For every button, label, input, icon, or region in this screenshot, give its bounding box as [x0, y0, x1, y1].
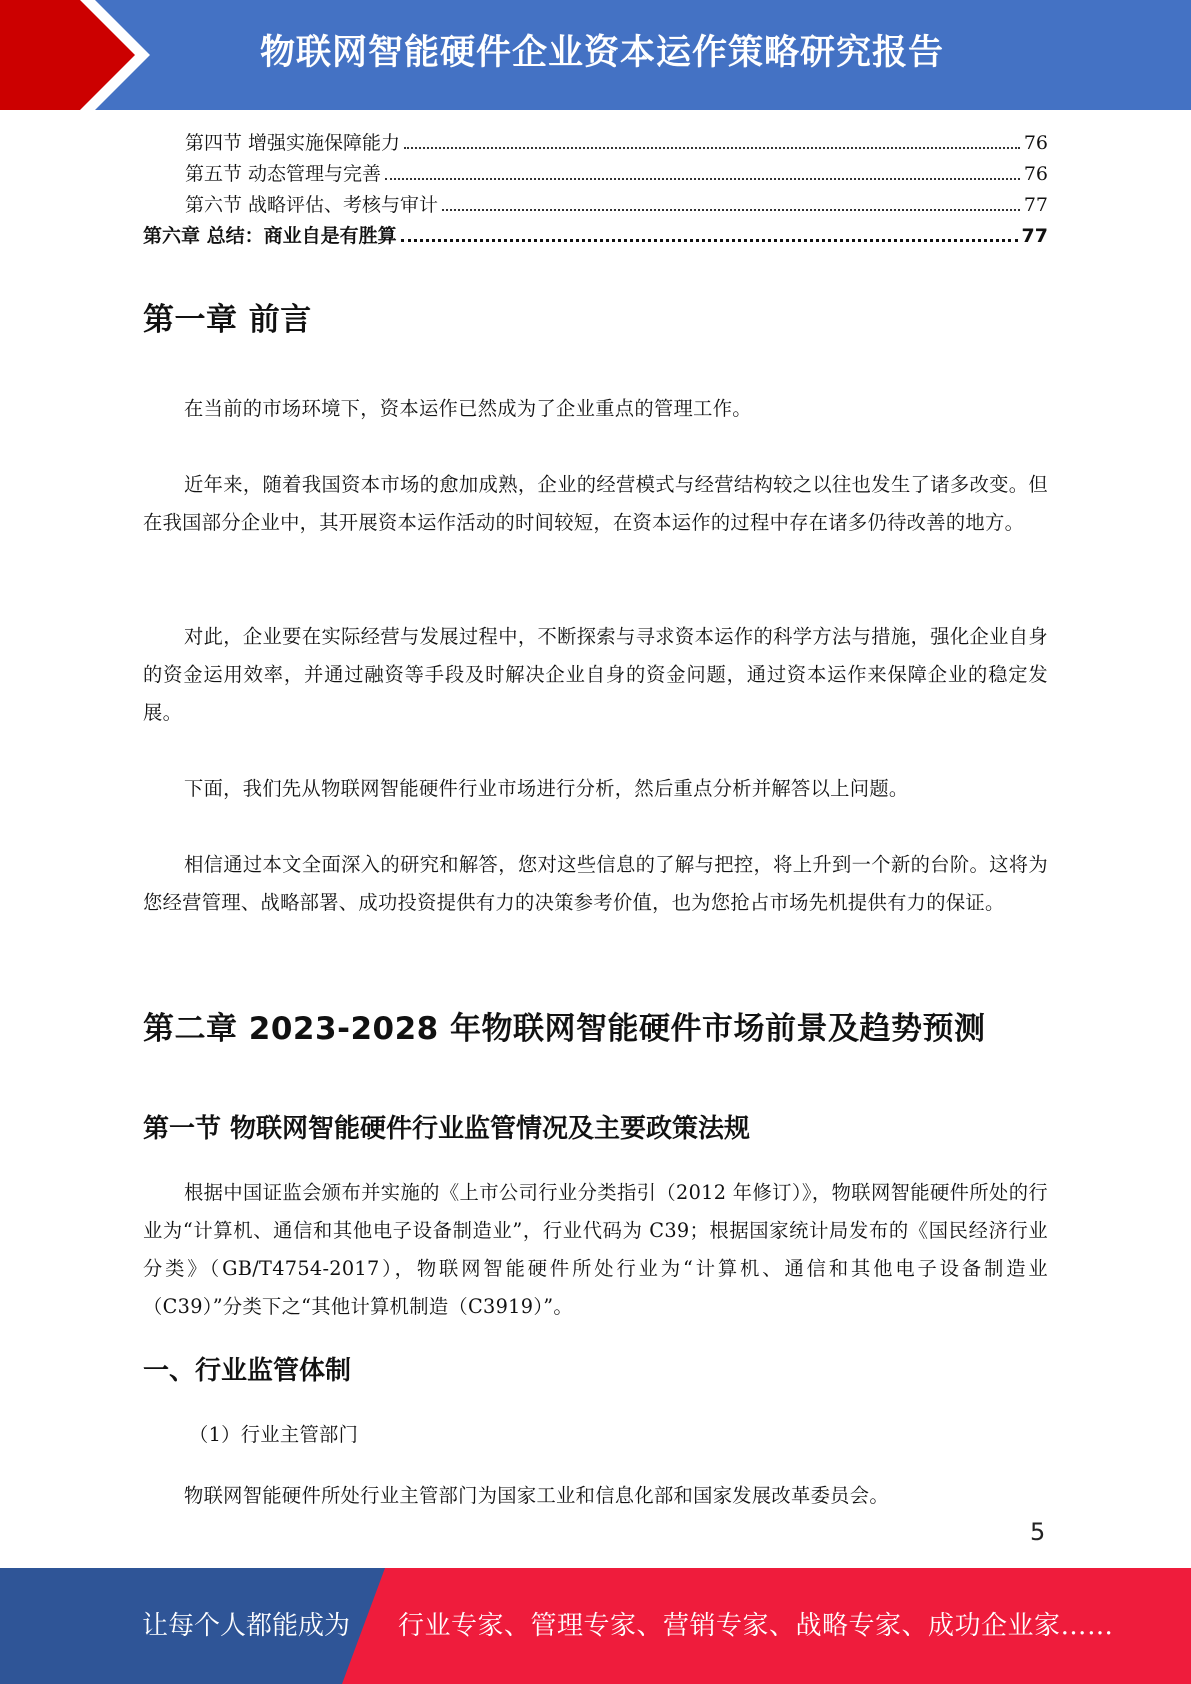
subsection-heading: 一、行业监管体制	[143, 1356, 352, 1386]
section-heading: 第一节 物联网智能硬件行业监管情况及主要政策法规	[143, 1114, 751, 1144]
chapter-heading: 第一章 前言	[143, 302, 312, 338]
footer-band	[0, 1568, 1191, 1684]
body-paragraph: 根据中国证监会颁布并实施的《上市公司行业分类指引（2012 年修订）》，物联网智能硬件所处的行业为“计算机、通信和其他电子设备制造业”，行业代码为 C39；根据国家统计局发布的《国民经济行业分类》（GB/T4754-2017），物联网智能硬件所处行业为“计算机、通信和其他电子设备制造业（C39）”分类下之“其他计算机制造（C3919）”。	[143, 1181, 1048, 1318]
body-paragraph: 物联网智能硬件所处行业主管部门为国家工业和信息化部和国家发展改革委员会。	[184, 1484, 889, 1507]
body-paragraph: 对此，企业要在实际经营与发展过程中，不断探索与寻求资本运作的科学方法与措施，强化企业自身的资金运用效率，并通过融资等手段及时解决企业自身的资金问题，通过资本运作来保障企业的稳定发展。	[143, 625, 1048, 724]
header-band	[0, 0, 1191, 110]
toc-entry-text: 第六章 总结：商业自是有胜算	[143, 225, 397, 247]
toc-entry-text: 第四节 增强实施保障能力	[185, 132, 401, 154]
footer-slogan-left: 让每个人都能成为	[142, 1611, 351, 1641]
report-title: 物联网智能硬件企业资本运作策略研究报告	[260, 33, 945, 73]
toc-entry-page: 76	[1023, 132, 1048, 154]
toc-entry-text: 第五节 动态管理与完善	[185, 163, 382, 185]
toc-leader-dots	[385, 178, 1020, 180]
body-paragraph: 近年来，随着我国资本市场的愈加成熟，企业的经营模式与经营结构较之以往也发生了诸多改变。但在我国部分企业中，其开展资本运作活动的时间较短，在资本运作的过程中存在诸多仍待改善的地方。	[143, 473, 1048, 534]
toc-entry[interactable]	[185, 190, 1048, 220]
body-paragraph: 相信通过本文全面深入的研究和解答，您对这些信息的了解与把控，将上升到一个新的台阶。这将为您经营管理、战略部署、成功投资提供有力的决策参考价值，也为您抢占市场先机提供有力的保证。	[143, 853, 1048, 914]
toc-entry-text: 第六节 战略评估、考核与审计	[185, 194, 439, 216]
page-number: 5	[1030, 1518, 1046, 1546]
toc-entry-page: 76	[1023, 163, 1048, 185]
footer-slogan-right: 行业专家、管理专家、营销专家、战略专家、成功企业家……	[398, 1611, 1114, 1641]
toc-leader-dots	[442, 209, 1020, 211]
list-item-label: （1）行业主管部门	[189, 1423, 359, 1446]
toc-entry[interactable]	[185, 128, 1048, 158]
body-paragraph: 下面，我们先从物联网智能硬件行业市场进行分析，然后重点分析并解答以上问题。	[184, 777, 909, 800]
chapter-heading: 第二章 2023-2028 年物联网智能硬件市场前景及趋势预测	[143, 1011, 986, 1047]
toc-entry-page: 77	[1023, 194, 1048, 216]
toc-entry-chapter[interactable]	[143, 221, 1048, 251]
body-paragraph: 在当前的市场环境下，资本运作已然成为了企业重点的管理工作。	[184, 397, 752, 420]
toc-entry-page: 77	[1021, 225, 1048, 247]
toc-entry[interactable]	[185, 159, 1048, 189]
header-arrow-icon	[0, 0, 150, 110]
toc-leader-dots	[401, 239, 1018, 242]
toc-leader-dots	[404, 147, 1020, 149]
